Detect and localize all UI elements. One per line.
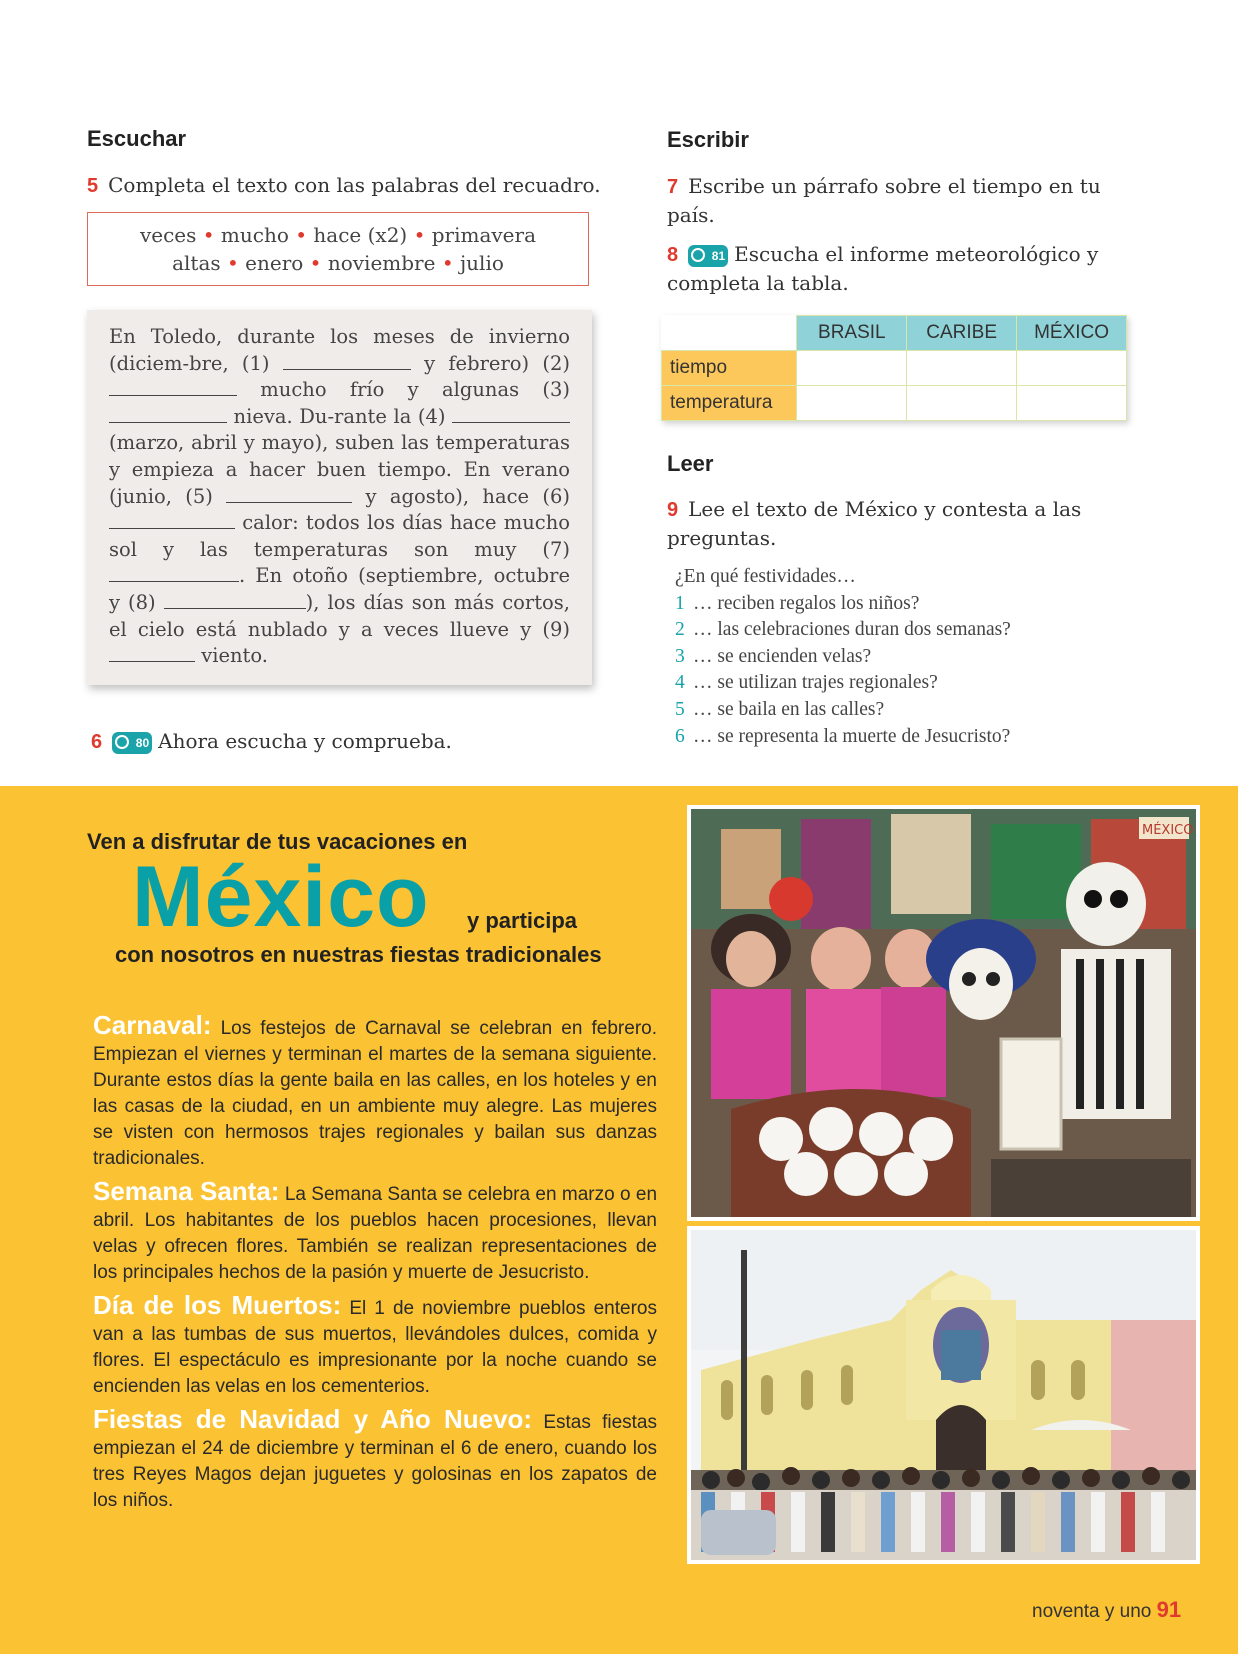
text-fragment: viento. [201, 644, 268, 668]
table-cell[interactable] [907, 351, 1017, 386]
question-item: 4 … se utilizan trajes regionales? [675, 672, 938, 694]
table-cell[interactable] [797, 351, 907, 386]
promo-title-mexico: México [132, 849, 430, 945]
exercise-instruction: Escucha el informe meteorológico y completa la tabla. [667, 242, 1099, 295]
word: hace (x2) [313, 223, 408, 247]
word: altas [172, 251, 221, 275]
column-header: BRASIL [797, 316, 907, 351]
bullet-icon: • [309, 251, 328, 275]
crafts-illustration [691, 809, 1196, 1217]
exercise-instruction: Ahora escucha y comprueba. [158, 729, 452, 753]
festival-text: El 1 de noviembre pueblos enteros van a las tumbas de sus muertos, llevándoles dulces, comida y flores. El espectáculo es impresionante por la noche cuando se encienden las velas en los cementerios. [93, 1298, 657, 1397]
exercise-instruction: Completa el texto con las palabras del recuadro. [108, 173, 601, 197]
blank-8[interactable] [164, 590, 306, 609]
bullet-icon: • [227, 251, 246, 275]
promo-line-1: Ven a disfrutar de tus vacaciones en [87, 829, 468, 854]
question-item: 2 … las celebraciones duran dos semanas? [675, 619, 1011, 641]
bullet-icon: • [202, 223, 221, 247]
festival-text: Los festejos de Carnaval se celebran en febrero. Empiezan el viernes y terminan el martes de la semana siguiente. Durante estos días la gente baila en las calles, en los hoteles y en las casas de la ciudad, en un ambiente muy alegre. Las mujeres se visten con hermosos trajes regionales y bailan sus danzas tradicionales. [93, 1018, 657, 1169]
text-fragment: nieva. Du-rante la (4) [233, 404, 446, 428]
question-item: 3 … se encienden velas? [675, 645, 872, 667]
festival-semana-santa [93, 1178, 657, 1286]
exercise-number: 7 [667, 176, 679, 198]
exercise-number: 5 [87, 175, 99, 197]
row-header: temperatura [662, 386, 797, 421]
page-footer [1032, 1597, 1181, 1623]
table-header-row [662, 316, 1127, 351]
exercise-instruction: Escribe un párrafo sobre el tiempo en tu país. [667, 174, 1101, 227]
word-box-row-2 [88, 249, 588, 277]
question-item: 6 … se representa la muerte de Jesucristo? [675, 725, 1011, 747]
exercise-5 [87, 171, 647, 200]
questions-lead: ¿En qué festividades… [675, 566, 856, 587]
table-row [662, 386, 1127, 421]
exercise-number: 6 [91, 731, 103, 753]
exercise-8 [667, 240, 1127, 297]
promo-line-2: y participa [467, 908, 578, 933]
bullet-icon: • [413, 223, 432, 247]
word: veces [139, 223, 197, 247]
exercise-7 [667, 172, 1117, 229]
text-fragment: mucho frío y algunas (3) [260, 378, 570, 402]
exercise-9 [667, 495, 1117, 552]
blank-9[interactable] [109, 643, 195, 662]
text-fragment: (marzo, abril y mayo), suben las temperaturas y empieza a hacer buen tiempo. En verano (junio, (5) [109, 431, 570, 508]
column-header: CARIBE [907, 316, 1017, 351]
word: enero [245, 251, 304, 275]
table-row [662, 351, 1127, 386]
promo-line-3: con nosotros en nuestras fiestas tradicionales [115, 942, 602, 967]
row-header: tiempo [662, 351, 797, 386]
festival-text: La Semana Santa se celebra en marzo o en abril. Los habitantes de los pueblos hacen procesiones, llevan velas y ofrecen flores. También se realizan representaciones de los principales hechos de la pasión y muerte de Jesucristo. [93, 1184, 658, 1283]
word: primavera [431, 223, 537, 247]
festival-text: Estas fiestas empiezan el 24 de diciembre y terminan el 6 de enero, cuando los tres Reyes Magos dejan juguetes y golosinas en los zapatos de los niños. [93, 1412, 657, 1511]
question-item: 5 … se baila en las calles? [675, 698, 885, 720]
weather-table [661, 315, 1127, 421]
word-box [87, 212, 589, 286]
word: mucho [220, 223, 289, 247]
exercise-number: 9 [667, 499, 679, 521]
gap-fill-text [87, 310, 592, 685]
church-illustration [691, 1230, 1196, 1560]
festival-navidad [93, 1406, 657, 1514]
text-fragment: ), los días son más cortos, el cielo está nublado y a veces llueve y (9) [109, 590, 571, 641]
text-fragment: y agosto), hace (6) [365, 484, 571, 508]
questions-list [675, 564, 1125, 750]
blank-5[interactable] [226, 484, 352, 503]
section-title-escuchar: Escuchar [87, 126, 187, 151]
exercise-6 [91, 727, 611, 756]
mexico-sign-text: MÉXICO [1142, 823, 1194, 838]
table-corner [662, 316, 797, 351]
photo-church-procession [687, 1226, 1200, 1564]
blank-2[interactable] [109, 377, 237, 396]
exercise-instruction: Lee el texto de México y contesta a las preguntas. [667, 497, 1082, 550]
cd-audio-icon[interactable]: 80 [112, 732, 152, 754]
blank-4[interactable] [452, 404, 570, 423]
text-fragment: En Toledo, durante los meses de invierno (diciem-bre, (1) [109, 325, 570, 375]
blank-1[interactable] [283, 351, 411, 370]
blank-6[interactable] [109, 510, 235, 529]
table-cell[interactable] [797, 386, 907, 421]
bullet-icon: • [295, 223, 314, 247]
text-fragment: calor: todos los días hace mucho sol y las temperaturas son muy (7) [109, 511, 571, 561]
bullet-icon: • [441, 251, 460, 275]
section-title-escribir: Escribir [667, 127, 749, 152]
festival-heading: Semana Santa: [93, 1176, 280, 1206]
cd-audio-icon[interactable]: 81 [688, 245, 728, 267]
photo-dia-de-muertos-crafts [687, 805, 1200, 1221]
festival-descriptions [93, 1012, 657, 1514]
section-title-leer: Leer [667, 451, 714, 476]
text-fragment: y febrero) (2) [424, 351, 570, 375]
festival-heading: Día de los Muertos: [93, 1290, 342, 1320]
blank-3[interactable] [109, 404, 227, 423]
festival-heading: Fiestas de Navidad y Año Nuevo: [93, 1404, 533, 1434]
text-fragment: . En otoño (septiembre, octubre y (8) [109, 564, 570, 614]
festival-dia-de-muertos [93, 1292, 657, 1400]
exercise-number: 8 [667, 244, 679, 266]
word-box-row-1 [88, 221, 588, 249]
table-cell[interactable] [1017, 351, 1127, 386]
page-number-words: noventa y uno [1032, 1601, 1152, 1622]
festival-carnaval [93, 1012, 657, 1172]
festival-heading: Carnaval: [93, 1010, 212, 1040]
word: noviembre [327, 251, 436, 275]
blank-7[interactable] [109, 563, 239, 582]
word: julio [459, 251, 504, 275]
column-header: MÉXICO [1017, 316, 1127, 351]
table-cell[interactable] [1017, 386, 1127, 421]
question-item: 1 … reciben regalos los niños? [675, 592, 920, 614]
page-number: 91 [1156, 1597, 1182, 1622]
table-cell[interactable] [907, 386, 1017, 421]
